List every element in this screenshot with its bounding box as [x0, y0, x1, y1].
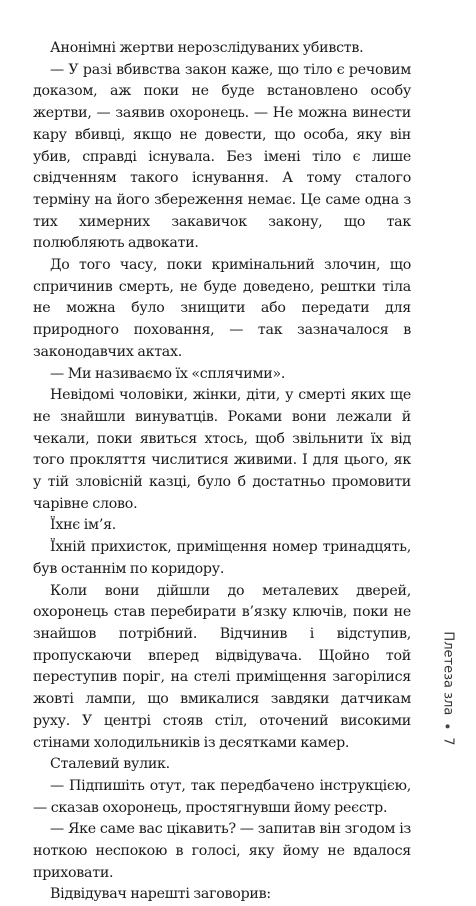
paragraph-10: — Підпишіть отут, так передбачено інструкцією, — сказав охоронець, простягнувши йому реєстр. — [33, 777, 411, 816]
page-number: 7 — [440, 736, 456, 746]
paragraph-4: — Ми називаємо їх «сплячими». — [50, 365, 286, 382]
separator-dot-icon — [446, 724, 450, 728]
paragraph-5: Невідомі чоловіки, жінки, діти, у смерті яких ще не знайшли винуватців. Роками вони лежали й чекали, поки явиться хтось, щоб звільнити їх від того прокляття числитися живими. І для цього, як у тій зловісній казці, було б достатньо промовити чарівне слово. — [33, 387, 411, 512]
paragraph-11: — Яке саме вас цікавить? — запитав він згодом із ноткою неспокою в голосі, яку йому не вдалося приховати. — [33, 821, 411, 881]
paragraph-2: — У разі вбивства закон каже, що тіло є речовим доказом, аж поки не буде встановлено особу жертви, — заявив охоронець. — Не можна винести кару вбивці, якщо не довести, що особа, яку він убив, справді існувала. Без імені тіло є лише свідченням такого існування. А тому сталого терміну на його збереження немає. Це саме одна з тих химерних закавичок закону, що так полюбляють адвокати. — [33, 61, 411, 252]
side-footer — [436, 618, 460, 758]
running-title: Плетеза зла — [440, 630, 456, 715]
paragraph-8: Коли вони дійшли до металевих дверей, охоронець став перебирати в’язку ключів, поки не знайшов потрібний. Відчинив і відступив, пропускаючи вперед відвідувача. Щойно той переступив поріг, на стелі приміщення загорілися жовті лампи, що вмикалися завдяки датчикам руху. У центрі стояв стіл, оточений високими стінами холодильників із десятками камер. — [33, 582, 411, 751]
paragraph-6: Їхнє ім’я. — [50, 517, 117, 534]
paragraph-12: Відвідувач нарешті заговорив: — [50, 886, 271, 903]
paragraph-3: До того часу, поки кримінальний злочин, що спричинив смерть, не буде доведено, рештки тіла не можна було знищити або передати для природного поховання, — так зазначалося в законодавчих актах. — [33, 257, 411, 360]
paragraph-9: Сталевий вулик. — [50, 756, 170, 773]
body-text — [33, 38, 411, 906]
paragraph-1: Анонімні жертви нерозслідуваних убивств. — [50, 40, 364, 56]
paragraph-7: Їхній прихисток, приміщення номер тринадцять, був останнім по коридору. — [33, 539, 411, 577]
